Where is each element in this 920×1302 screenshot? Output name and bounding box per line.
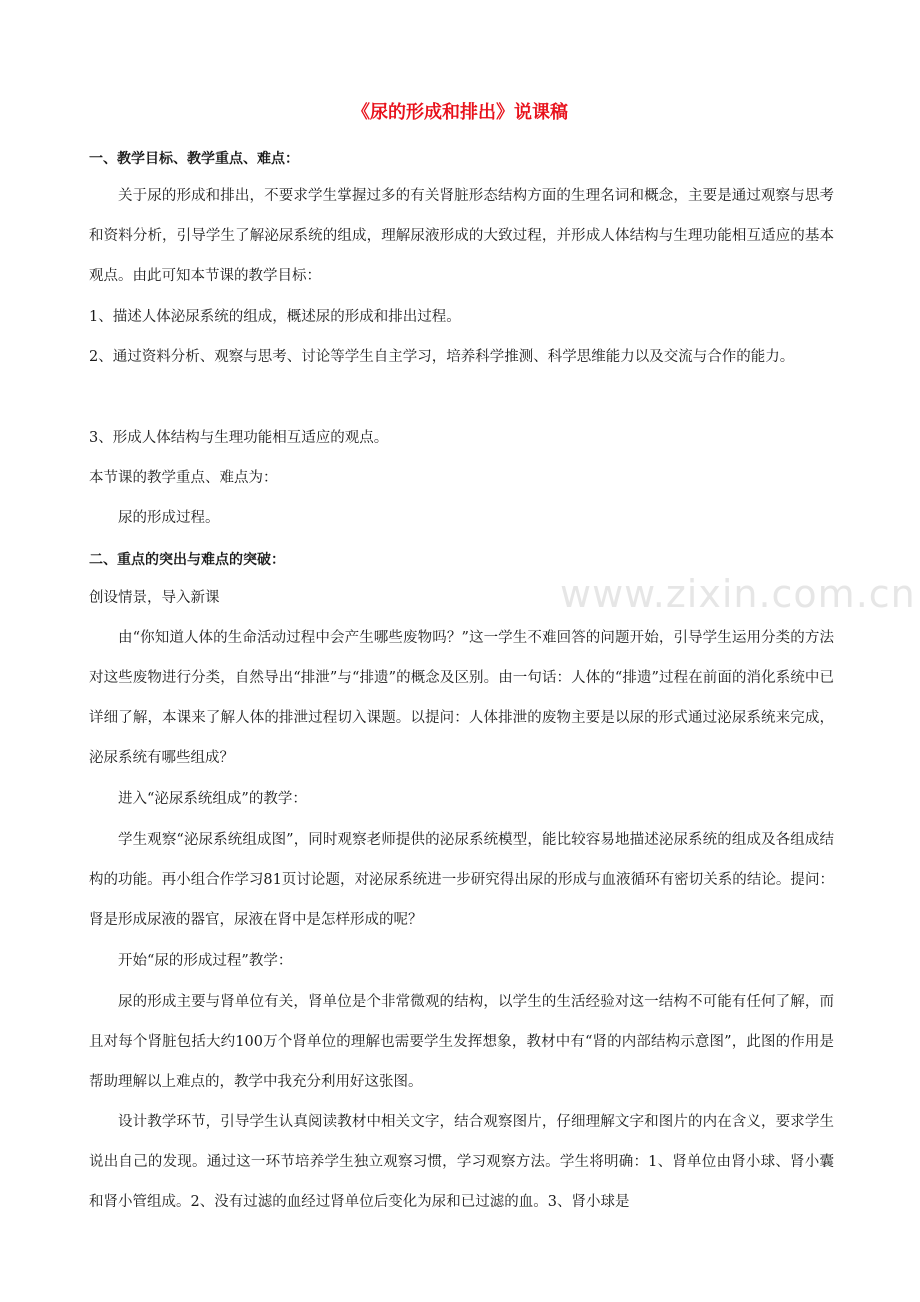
step2-paragraph: 学生观察“泌尿系统组成图”，同时观察老师提供的泌尿系统模型，能比较容易地描述泌尿系统的组成及各组成结构的功能。再小组合作学习81页讨论题，对泌尿系统进一步研究得出尿的形成与血液循环有密切关系的结论。提问：肾是形成尿液的器官，尿液在肾中是怎样形成的呢？: [89, 832, 834, 928]
section1-heading: 一、教学目标、教学重点、难点：: [89, 151, 299, 167]
watermark: www.zixin.com.cn: [560, 572, 916, 616]
section1-paragraph: 关于尿的形成和排出，不要求学生掌握过多的有关肾脏形态结构方面的生理名词和概念，主要是通过观察与思考和资料分析，引导学生了解泌尿系统的组成，理解尿液形成的大致过程，并形成人体结构与生理功能相互适应的基本观点。由此可知本节课的教学目标：: [89, 188, 834, 284]
focus-item: 尿的形成过程。: [118, 510, 220, 526]
step4-paragraph: 设计教学环节，引导学生认真阅读教材中相关文字，结合观察图片，仔细理解文字和图片的内在含义，要求学生说出自己的发现。通过这一环节培养学生独立观察习惯，学习观察方法。学生将明确：1、肾单位由肾小球、肾小囊和肾小管组成。2、没有过滤的血经过肾单位后变化为尿和已过滤的血。3、肾小球是: [89, 1114, 834, 1210]
section2-heading: 二、重点的突出与难点的突破：: [89, 552, 285, 568]
step3-label: 开始“尿的形成过程”教学：: [118, 953, 293, 969]
intro-label: 创设情景，导入新课: [89, 590, 220, 606]
goal-1: 1、描述人体泌尿系统的组成，概述尿的形成和排出过程。: [89, 309, 461, 325]
page-title: 《尿的形成和排出》说课稿: [352, 102, 568, 123]
goal-2: 2、通过资料分析、观察与思考、讨论等学生自主学习，培养科学推测、科学思维能力以及交流与合作的能力。: [89, 349, 795, 365]
step3-paragraph: 尿的形成主要与肾单位有关，肾单位是个非常微观的结构，以学生的生活经验对这一结构不可能有任何了解，而且对每个肾脏包括大约100万个肾单位的理解也需要学生发挥想象，教材中有“肾的内部结构示意图”，此图的作用是帮助理解以上难点的，教学中我充分利用好这张图。: [89, 994, 834, 1090]
intro-paragraph: 由“你知道人体的生命活动过程中会产生哪些废物吗？”这一学生不难回答的问题开始，引导学生运用分类的方法对这些废物进行分类，自然导出“排泄”与“排遗”的概念及区别。由一句话：人体的“排遗”过程在前面的消化系统中已详细了解，本课来了解人体的排泄过程切入课题。以提问：人体排泄的废物主要是以尿的形式通过泌尿系统来完成，泌尿系统有哪些组成？: [89, 630, 834, 766]
step2-label: 进入“泌尿系统组成”的教学：: [118, 791, 307, 807]
focus-intro: 本节课的教学重点、难点为：: [89, 470, 278, 486]
goal-3: 3、形成人体结构与生理功能相互适应的观点。: [89, 430, 389, 446]
